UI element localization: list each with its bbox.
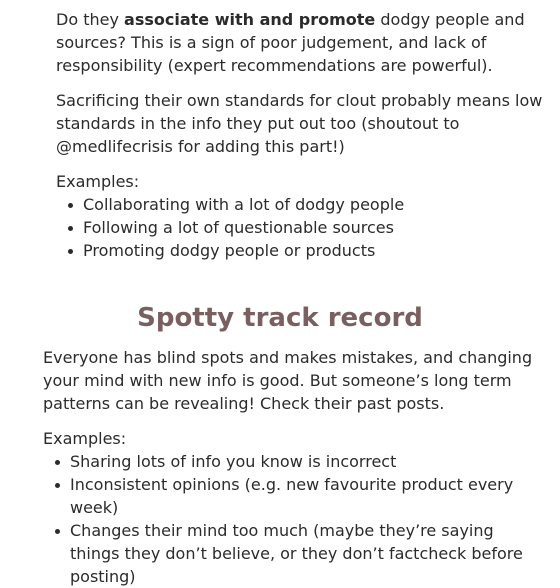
track-record-examples-list bbox=[43, 450, 548, 588]
track-record-section bbox=[43, 346, 548, 588]
list-item: Collaborating with a lot of dodgy people bbox=[83, 193, 546, 216]
list-item: Promoting dodgy people or products bbox=[83, 239, 546, 262]
examples-label: Examples: bbox=[56, 172, 140, 191]
associations-intro-text: Do they bbox=[56, 10, 125, 29]
list-item: Following a lot of questionable sources bbox=[83, 216, 546, 239]
associations-rest-text: dodgy people and sources? This is a sign of poor judgement, and lack of responsibility (expert recommendations are powerful). bbox=[56, 10, 525, 75]
associations-examples-list bbox=[56, 193, 546, 262]
track-record-paragraph: Everyone has blind spots and makes mistakes, and changing your mind with new info is good. But someone’s long term patterns can be revealing! Check their past posts. bbox=[43, 348, 533, 413]
associations-paragraph bbox=[56, 8, 546, 77]
section-heading: Spotty track record bbox=[137, 303, 423, 333]
examples-label: Examples: bbox=[43, 429, 127, 448]
list-item: Changes their mind too much (maybe they’re saying things they don’t believe, or they don’t factcheck before posting) bbox=[70, 519, 548, 588]
list-item: Inconsistent opinions (e.g. new favourite product every week) bbox=[70, 473, 548, 519]
associations-emphasis-text: associate with and promote bbox=[124, 10, 376, 29]
list-item: Sharing lots of info you know is incorrect bbox=[70, 450, 548, 473]
clout-paragraph: Sacrificing their own standards for clout probably means low standards in the info they put out too (shoutout to @medlifecrisis for adding this part!) bbox=[56, 91, 543, 156]
associations-section bbox=[56, 8, 546, 262]
